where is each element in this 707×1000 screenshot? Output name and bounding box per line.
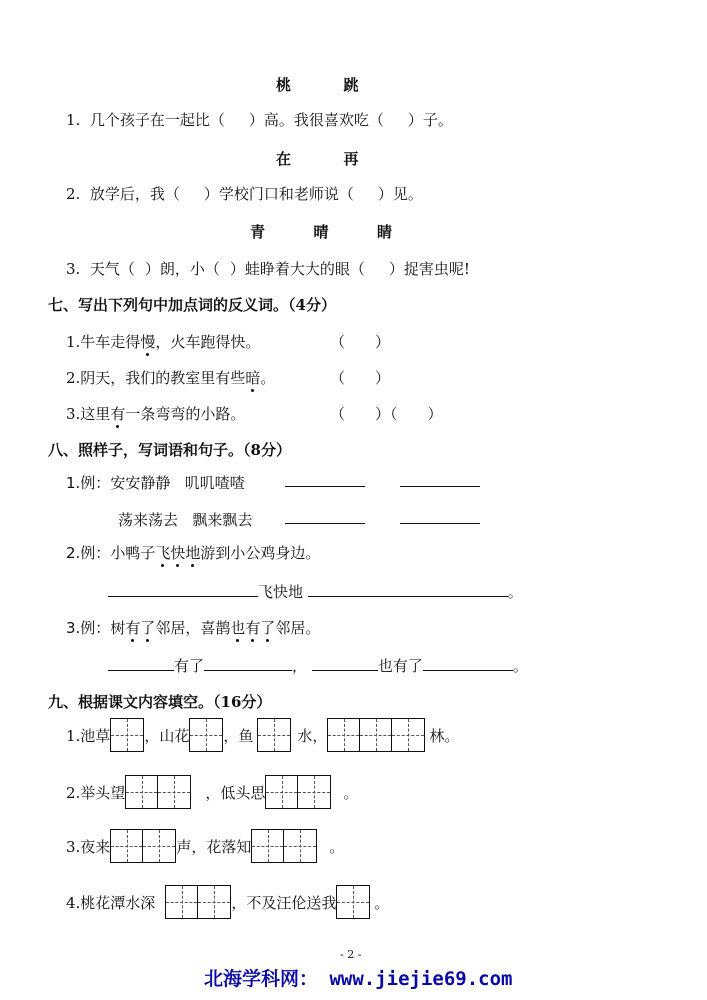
- word-tao: 桃: [276, 76, 292, 94]
- antonym-item-1: 1.牛车走得慢，火车跑得快。: [66, 333, 261, 351]
- fill-line-3: 3. 天气（ ）朗，小（ ）蛙睁着大大的眼（ ）捉害虫呢!: [66, 260, 470, 278]
- poem-row-3: 3.夜来 声，花落知 。: [66, 829, 344, 863]
- word-zai1: 在: [276, 150, 292, 168]
- footer-watermark: 北海学科网： www.jiejie69.com: [204, 968, 513, 990]
- section9-heading: 九、根据课文内容填空。（16分）: [48, 693, 272, 711]
- answer-line[interactable]: [285, 509, 365, 524]
- antonym-answer-2[interactable]: （ ）: [330, 369, 391, 387]
- example1-row2: 荡来荡去 飘来飘去: [118, 511, 253, 529]
- example3: 3.例：树有了邻居，喜鹊也有了邻居。: [66, 619, 321, 637]
- antonym-answer-1[interactable]: （ ）: [330, 333, 391, 351]
- word-choice-3: 青 晴 睛: [250, 223, 392, 241]
- writing-grid[interactable]: [125, 775, 191, 809]
- writing-grid[interactable]: [327, 718, 425, 752]
- writing-grid[interactable]: [336, 885, 370, 919]
- answer-line[interactable]: [108, 582, 258, 597]
- page-number: - 2 -: [340, 948, 362, 961]
- word-zai2: 再: [343, 150, 359, 168]
- answer-line[interactable]: [423, 656, 513, 671]
- example3-fill: 有了 ， 也有了 。: [108, 655, 528, 676]
- writing-grid[interactable]: [189, 718, 223, 752]
- answer-line[interactable]: [312, 656, 378, 671]
- example2: 2.例：小鸭子飞快地游到小公鸡身边。: [66, 544, 321, 562]
- writing-grid[interactable]: [110, 718, 144, 752]
- poem-row-2: 2.举头望 ，低头思 。: [66, 775, 358, 809]
- answer-line[interactable]: [204, 656, 292, 671]
- example2-fill: 飞快地 。: [108, 581, 523, 602]
- section8-heading: 八、照样子，写词语和句子。（8分）: [48, 441, 291, 459]
- poem-row-1: 1.池草 ，山花 ，鱼 水， 林。: [66, 718, 459, 752]
- writing-grid[interactable]: [265, 775, 331, 809]
- writing-grid[interactable]: [110, 829, 176, 863]
- section7-heading: 七、写出下列句中加点词的反义词。（4分）: [48, 296, 336, 314]
- answer-line[interactable]: [308, 582, 508, 597]
- word-choice-2: [276, 148, 359, 169]
- fill-line-2: 2. 放学后，我（ ）学校门口和老师说（ ）见。: [66, 185, 423, 203]
- answer-line[interactable]: [108, 656, 174, 671]
- writing-grid[interactable]: [165, 885, 231, 919]
- writing-grid[interactable]: [257, 718, 291, 752]
- antonym-item-2: 2.阴天，我们的教室里有些暗。: [66, 369, 276, 387]
- answer-line[interactable]: [400, 509, 480, 524]
- answer-line[interactable]: [400, 472, 480, 487]
- word-choice-1: [276, 74, 359, 95]
- writing-grid[interactable]: [251, 829, 317, 863]
- poem-row-4: 4.桃花潭水深 ，不及汪伦送我 。: [66, 885, 389, 919]
- answer-line[interactable]: [285, 472, 365, 487]
- antonym-item-3: 3.这里有一条弯弯的小路。: [66, 405, 246, 423]
- word-tiao: 跳: [343, 76, 359, 94]
- example1-row1: 1.例：安安静静 叽叽喳喳: [66, 474, 245, 492]
- antonym-answer-3[interactable]: （ ）（ ）: [330, 405, 443, 423]
- fill-line-1: 1. 几个孩子在一起比（ ）高。我很喜欢吃（ ）子。: [66, 111, 453, 129]
